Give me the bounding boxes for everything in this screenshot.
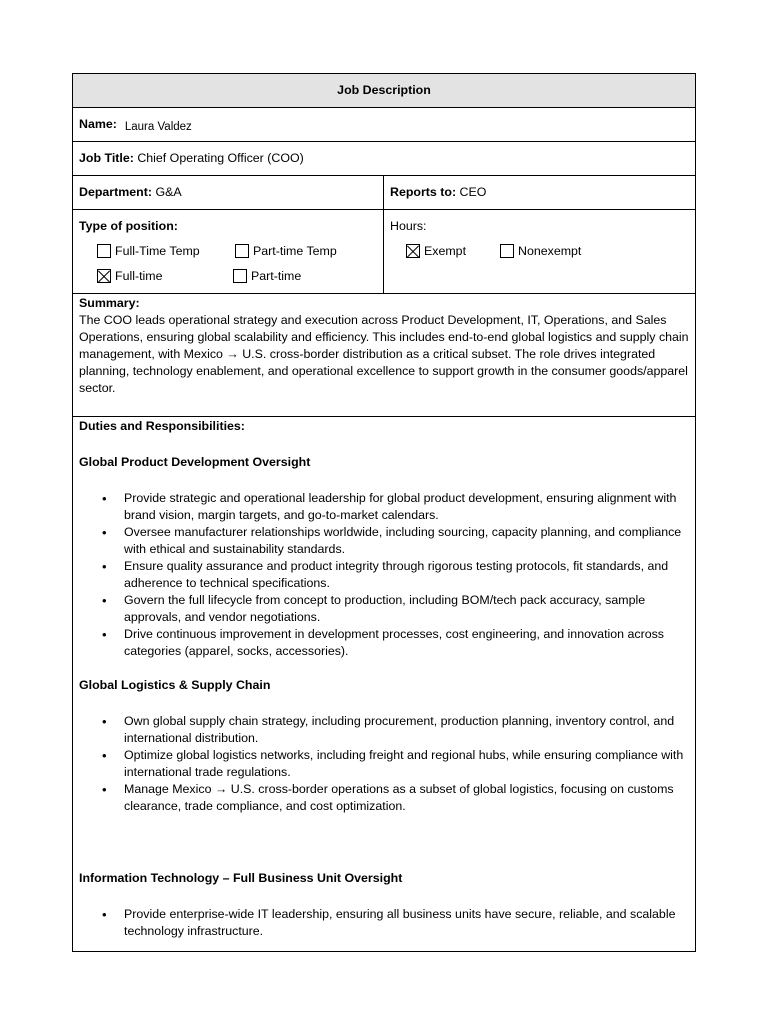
- product-development-list: [79, 490, 689, 660]
- option-full-time[interactable]: [97, 268, 233, 285]
- name-label: Name:: [79, 116, 117, 131]
- exempt-checkbox[interactable]: [406, 244, 420, 258]
- position-hours-row: [73, 210, 695, 294]
- part-time-checkbox[interactable]: [233, 269, 247, 283]
- summary-row: [73, 294, 695, 417]
- nonexempt-checkbox[interactable]: [500, 244, 514, 258]
- summary-label: Summary:: [79, 296, 140, 310]
- hours-label: Hours:: [390, 219, 427, 233]
- duties-row: [73, 417, 695, 952]
- list-item: • Provide enterprise-wide IT leadership, ensuring all business units have secure, reliable, and scalable technology infrastructure.: [124, 906, 689, 940]
- part-time-temp-label: Part-time Temp: [253, 243, 337, 258]
- nonexempt-label: Nonexempt: [518, 243, 582, 258]
- option-full-time-temp[interactable]: [97, 243, 235, 260]
- department-label: Department:: [79, 185, 152, 199]
- list-item: • Provide strategic and operational leadership for global product development, ensuring alignment with brand vision, margin targets, and go-to-market calendars.: [124, 490, 689, 524]
- option-nonexempt[interactable]: [500, 243, 581, 260]
- list-item: • Own global supply chain strategy, including procurement, production planning, inventory control, and international distribution.: [124, 713, 689, 747]
- summary-text: The COO leads operational strategy and execution across Product Development, IT, Operations, and Sales Operations, ensuring global scalability and efficiency. This includes end-to-end global logistics and supply chain management, with Mexico → U.S. cross-border distribution as a critical subset. The role drives integrated planning, technology enablement, and operational excellence to support growth in the consumer goods/apparel sector.: [79, 313, 689, 395]
- list-item: • Oversee manufacturer relationships worldwide, including sourcing, capacity planning, and compliance with ethical and sustainability standards.: [124, 524, 689, 558]
- part-time-temp-checkbox[interactable]: [235, 244, 249, 258]
- hours-cell: [384, 210, 695, 293]
- department-row: [73, 176, 695, 210]
- section-heading-product-development: Global Product Development Oversight: [79, 455, 311, 469]
- part-time-label: Part-time: [251, 268, 302, 283]
- reports-to-label: Reports to:: [390, 185, 457, 199]
- option-exempt[interactable]: [406, 243, 500, 260]
- job-title-value: Chief Operating Officer (COO): [137, 151, 304, 165]
- it-list: [79, 906, 689, 940]
- logistics-list: [79, 713, 689, 815]
- full-time-label: Full-time: [115, 268, 163, 283]
- form-title: Job Description: [73, 74, 695, 108]
- position-type-cell: [73, 210, 384, 293]
- duties-label: Duties and Responsibilities:: [79, 419, 245, 433]
- option-part-time-temp[interactable]: [235, 243, 337, 260]
- list-item: • Ensure quality assurance and product integrity through rigorous testing protocols, fit standards, and adherence to technical specifications.: [124, 558, 689, 592]
- list-item: • Manage Mexico → U.S. cross-border operations as a subset of global logistics, focusing on customs clearance, trade compliance, and cost optimization.: [124, 781, 689, 815]
- full-time-temp-label: Full-Time Temp: [115, 243, 200, 258]
- department-value: G&A: [155, 185, 182, 199]
- list-item: • Drive continuous improvement in development processes, cost engineering, and innovation across categories (apparel, socks, accessories).: [124, 626, 689, 660]
- option-part-time[interactable]: [233, 268, 301, 285]
- list-item: • Govern the full lifecycle from concept to production, including BOM/tech pack accuracy, sample approvals, and vendor negotiations.: [124, 592, 689, 626]
- exempt-label: Exempt: [424, 243, 467, 258]
- full-time-temp-checkbox[interactable]: [97, 244, 111, 258]
- job-title-label: Job Title:: [79, 151, 134, 165]
- position-type-label: Type of position:: [79, 219, 178, 233]
- list-item: • Optimize global logistics networks, including freight and regional hubs, while ensuring compliance with international trade regulations.: [124, 747, 689, 781]
- name-row: [73, 108, 695, 142]
- full-time-checkbox[interactable]: [97, 269, 111, 283]
- job-description-form: [72, 73, 696, 952]
- section-heading-logistics: Global Logistics & Supply Chain: [79, 678, 271, 692]
- reports-to-value: CEO: [459, 185, 487, 199]
- job-title-row: [73, 142, 695, 176]
- name-value: Laura Valdez: [124, 120, 192, 133]
- section-heading-it: Information Technology – Full Business Unit Oversight: [79, 871, 403, 885]
